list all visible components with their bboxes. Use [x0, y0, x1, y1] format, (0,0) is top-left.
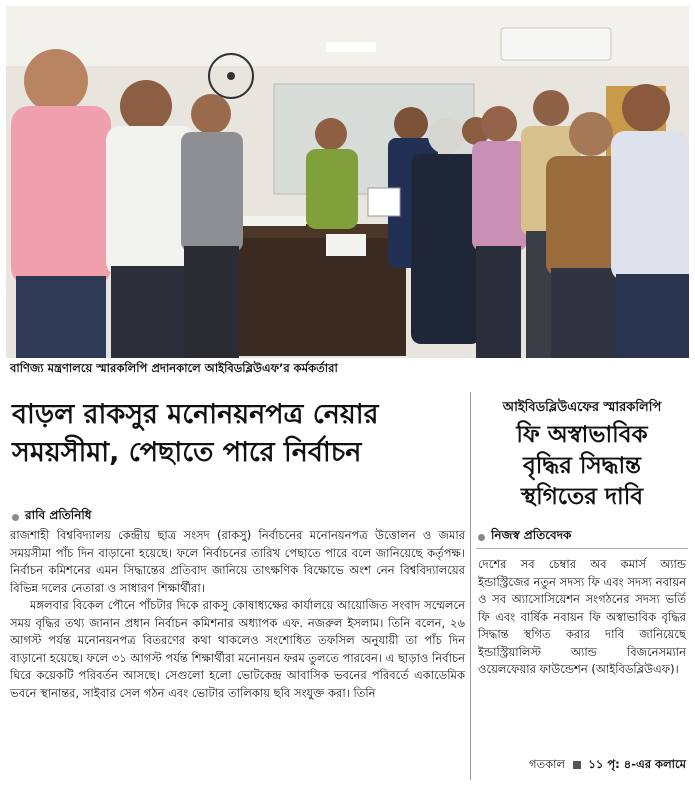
- headline-line: বাড়ল রাকসুর মনোনয়নপত্র নেয়ার: [12, 399, 379, 430]
- photo-caption: বাণিজ্য মন্ত্রণালয়ে স্মারকলিপি প্রদানকালে আইবিডব্লিউএফ’র কর্মকর্তারা: [10, 361, 338, 375]
- article-paragraph: দেশের সব চেম্বার অব কমার্স অ্যান্ড ইন্ডাস্ট্রিজের নতুন সদস্য ফি এবং সদস্য নবায়ন ও সব অ্যাসোসিয়েশন সংগঠনের সদস্য ভর্তি ফি এবং বার্ষিক নবায়ন ফি অস্বাভাবিক বৃদ্ধির সিদ্ধান্ত স্থগিত করার দাবি জানিয়েছে ইন্ডাস্ট্রিয়ালিস্ট অ্যান্ড বিজনেসম্যান ওয়েলফেয়ার ফাউন্ডেশন (আইবিডব্লিউএফ)।: [478, 557, 686, 676]
- jump-reference: ১১ পৃ: ৪-এর কলামে: [588, 757, 686, 771]
- left-article-headline: [12, 396, 462, 472]
- right-article-body: [478, 556, 686, 679]
- news-photo: [6, 6, 689, 358]
- bullet-icon: [478, 534, 485, 541]
- square-icon: [573, 761, 581, 769]
- headline-line: স্থগিতের দাবি: [520, 484, 644, 510]
- headline-line: ফি অস্বাভাবিক: [516, 422, 648, 448]
- right-article-kicker: আইবিডব্লিউএফের স্মারকলিপি: [502, 400, 662, 415]
- byline-text: রাবি প্রতিনিধি: [25, 508, 92, 522]
- headline-line: বৃদ্ধির সিদ্ধান্ত: [522, 453, 642, 479]
- byline-text: নিজস্ব প্রতিবেদক: [491, 528, 572, 542]
- continuation-reference: [478, 756, 686, 773]
- column-divider: [470, 392, 471, 780]
- right-article-headline: [476, 420, 688, 513]
- article-paragraph: রাজশাহী বিশ্ববিদ্যালয় কেন্দ্রীয় ছাত্র সংসদ (রাকসু) নির্বাচনের মনোনয়নপত্র উত্তোলন ও জমার সময়সীমা পাঁচ দিন বাড়ানো হয়েছে। ফলে নির্বাচনের তারিখ পেছাতে পারে বলে জানিয়েছে কর্তৃপক্ষ। নির্বাচন কমিশনের এমন সিদ্ধান্তের প্রতিবাদ জানিয়ে তাৎক্ষণিক বিক্ষোভে অংশ নেন বিশ্ববিদ্যালয়ের বিভিন্ন দলের নেতারা ও সাধারণ শিক্ষার্থীরা।: [10, 528, 465, 595]
- right-article-byline: [478, 527, 571, 547]
- article-paragraph: মঙ্গলবার বিকেল পৌনে পাঁচটার দিকে রাকসু কোষাধ্যক্ষের কার্যালয়ে আয়োজিত সংবাদ সম্মেলনে সময় বৃদ্ধির তথ্য জানান প্রধান নির্বাচন কমিশনার অধ্যাপক এফ. নজরুল ইসলাম। তিনি বলেন, ২৬ আগস্ট পর্যন্ত মনোনয়নপত্র বিতরণের কথা থাকলেও সংশোধিত তফসিল অনুযায়ী তা পাঁচ দিন বাড়ানো হয়েছে। ফলে ৩১ আগস্ট পর্যন্ত শিক্ষার্থীরা মনোনয়ন ফরম তুলতে পারবেন। এ ছাড়াও নির্বাচন ঘিরে কয়েকটি পরিবর্তন আসছে। সেগুলো হলো ভোটকেন্দ্র আবাসিক ভবনের পরিবর্তে একাডেমিক ভবনে স্থানান্তর, সাইবার সেল গঠন এবং ভোটার তালিকায় ছবি সংযুক্ত করা। তিনি: [10, 598, 465, 700]
- headline-line: সময়সীমা, পেছাতে পারে নির্বাচন: [12, 437, 362, 468]
- left-article-byline: [12, 507, 92, 527]
- divider: [476, 548, 688, 549]
- jump-prefix: গতকাল: [528, 757, 566, 771]
- bullet-icon: [12, 514, 19, 521]
- left-article-body: [10, 527, 465, 702]
